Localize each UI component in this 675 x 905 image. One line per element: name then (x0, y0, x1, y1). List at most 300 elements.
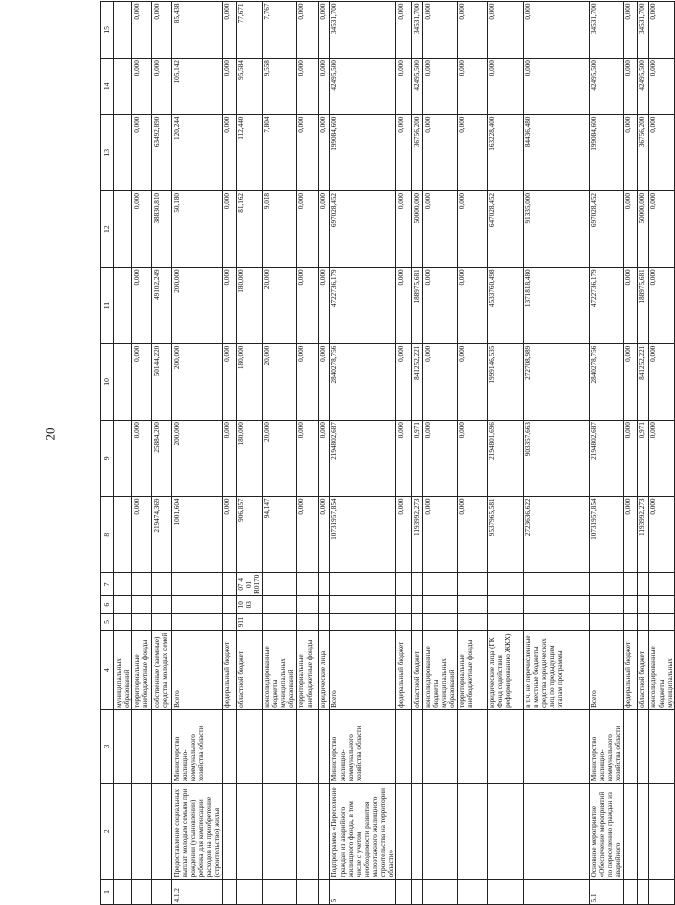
column-header-10: 10 (101, 344, 114, 420)
cell-c3 (132, 710, 152, 783)
cell-c5 (262, 614, 296, 631)
column-header-12: 12 (101, 191, 114, 267)
cell-c2 (648, 783, 674, 879)
page-number: 20 (42, 427, 58, 441)
cell-value: 10731957,854 (329, 496, 396, 572)
cell-c5 (648, 614, 674, 631)
cell-c7 (523, 573, 589, 596)
cell-value: 0,000 (623, 344, 637, 420)
cell-c1 (487, 879, 523, 904)
cell-value: 0,000 (296, 115, 318, 191)
cell-value: 2723636,622 (523, 496, 589, 572)
cell-value: 2194802,687 (329, 420, 396, 496)
cell-value: 199084,600 (589, 115, 623, 191)
cell-value: 200,000 (172, 267, 222, 343)
cell-c4: федеральный бюджет (222, 630, 236, 710)
cell-c6 (152, 596, 172, 614)
cell-value: 0,000 (457, 496, 487, 572)
cell-c7: 07 4 01 R0170 (237, 574, 262, 594)
cell-value: 50000,000 (637, 191, 648, 267)
table-row (152, 2, 172, 905)
cell-value: 0,000 (222, 344, 236, 420)
cell-value: 0,000 (423, 115, 457, 191)
cell-c2 (412, 783, 423, 879)
cell-c5 (412, 614, 423, 631)
cell-c5 (623, 614, 637, 631)
column-header-7: 7 (101, 573, 114, 596)
cell-c6 (262, 596, 296, 614)
cell-value: 0,000 (423, 191, 457, 267)
cell-value: 0,000 (648, 344, 674, 420)
cell-c3: Министерство жилищно-коммунального хозяйства области (329, 710, 396, 783)
cell-c4: областной бюджет (412, 630, 423, 710)
cell-c6 (589, 596, 623, 614)
cell-value: 9,558 (262, 58, 296, 115)
cell-value: 85,438 (172, 2, 222, 59)
table-row (329, 2, 396, 905)
column-header-2: 2 (101, 783, 114, 879)
cell-c3 (152, 710, 172, 783)
cell-value: 200,000 (172, 344, 222, 420)
cell-c7 (172, 573, 222, 596)
cell-c7 (114, 573, 132, 596)
cell-value: 0,000 (396, 115, 412, 191)
cell-value: 84436,480 (523, 115, 589, 191)
cell-value: 0,000 (523, 2, 589, 59)
cell-value: 0,000 (222, 191, 236, 267)
cell-c1 (318, 879, 329, 904)
table-row (396, 2, 412, 905)
column-header-1: 1 (101, 879, 114, 904)
cell-c3 (648, 710, 674, 783)
cell-value: 105,142 (172, 58, 222, 115)
cell-value: 1193992,273 (412, 496, 423, 572)
cell-value: 0,000 (296, 344, 318, 420)
cell-c4: юридические лица (318, 630, 329, 710)
cell-c1 (296, 879, 318, 904)
cell-value: 36756,200 (412, 115, 423, 191)
cell-value: 219474,369 (152, 496, 172, 572)
cell-value: 0,000 (396, 191, 412, 267)
cell-c4: областной бюджет (236, 630, 262, 710)
cell-c3 (637, 710, 648, 783)
cell-value: 188975,681 (637, 267, 648, 343)
table-row (523, 2, 589, 905)
cell-c6 (222, 596, 236, 614)
table-row (172, 2, 222, 905)
cell-value: 0,000 (132, 58, 152, 115)
cell-c7 (457, 573, 487, 596)
cell-c4: федеральный бюджет (623, 630, 637, 710)
cell-c2 (523, 783, 589, 879)
cell-value: 906,857 (236, 496, 262, 572)
cell-value: 38830,810 (152, 191, 172, 267)
cell-value: 42495,500 (589, 58, 623, 115)
cell-value: 0,000 (623, 191, 637, 267)
table-body (114, 2, 675, 905)
budget-table-frame (100, 1, 674, 905)
table-row (412, 2, 423, 905)
cell-c7 (132, 573, 152, 596)
cell-value: 903357,663 (523, 420, 589, 496)
cell-c4: Всего (329, 630, 396, 710)
column-header-9: 9 (101, 420, 114, 496)
cell-value: 4722736,179 (329, 267, 396, 343)
cell-value: 163228,400 (487, 115, 523, 191)
cell-value: 0,000 (132, 267, 152, 343)
cell-c7 (222, 573, 236, 596)
cell-c4: областной бюджет (637, 630, 648, 710)
cell-value: 0,000 (296, 420, 318, 496)
cell-value: 49102,249 (152, 267, 172, 343)
cell-c1 (222, 879, 236, 904)
cell-value: 0,000 (623, 267, 637, 343)
cell-value: 0,000 (396, 496, 412, 572)
cell-value: 841252,221 (637, 344, 648, 420)
table-row (132, 2, 152, 905)
cell-c5 (423, 614, 457, 631)
cell-value: 697028,452 (329, 191, 396, 267)
cell-value: 0,000 (296, 58, 318, 115)
cell-value: 63492,890 (152, 115, 172, 191)
cell-value: 0,000 (457, 344, 487, 420)
cell-value: 4722736,179 (589, 267, 623, 343)
cell-c1 (114, 879, 132, 904)
cell-value: 180,000 (236, 267, 262, 343)
cell-c5 (318, 614, 329, 631)
cell-c2 (623, 783, 637, 879)
cell-value: 0,000 (318, 191, 329, 267)
cell-value: 42495,500 (329, 58, 396, 115)
cell-c1: 5 (329, 879, 396, 904)
cell-c3 (487, 710, 523, 783)
cell-c3 (623, 710, 637, 783)
cell-value: 0,000 (318, 115, 329, 191)
cell-c4: территориальные внебюджетные фонды (457, 630, 487, 710)
cell-value: 0,000 (222, 115, 236, 191)
cell-c3 (423, 710, 457, 783)
cell-value (114, 2, 132, 59)
cell-c3 (236, 710, 262, 783)
cell-value: 0,000 (132, 496, 152, 572)
cell-value: 1001,604 (172, 496, 222, 572)
cell-c3 (396, 710, 412, 783)
cell-c5: 911 (236, 614, 262, 631)
cell-value: 0,000 (623, 58, 637, 115)
cell-value: 0,000 (623, 115, 637, 191)
cell-c6: 10 03 (236, 596, 262, 614)
cell-value: 34531,700 (637, 2, 648, 59)
table-row (648, 2, 674, 905)
column-header-4: 4 (101, 630, 114, 710)
cell-value: 10731957,854 (589, 496, 623, 572)
cell-value: 0,000 (222, 2, 236, 59)
cell-value: 112,440 (236, 115, 262, 191)
cell-value: 1999146,535 (487, 344, 523, 420)
cell-c1: 4.1.2 (172, 879, 222, 904)
cell-c2 (296, 783, 318, 879)
cell-value: 4533760,498 (487, 267, 523, 343)
cell-c7 (396, 573, 412, 596)
column-header-13: 13 (101, 115, 114, 191)
cell-c3: Министерство жилищно-коммунального хозяйства области (172, 710, 222, 783)
cell-value: 25884,200 (152, 420, 172, 496)
cell-value: 0,000 (487, 58, 523, 115)
cell-value: 0,000 (487, 2, 523, 59)
cell-c7 (412, 573, 423, 596)
cell-c3 (114, 710, 132, 783)
cell-value: 180,000 (236, 420, 262, 496)
cell-value: 50000,000 (412, 191, 423, 267)
cell-value: 0,000 (457, 2, 487, 59)
cell-value: 20,000 (262, 267, 296, 343)
cell-c5 (457, 614, 487, 631)
cell-value: 200,000 (172, 420, 222, 496)
cell-value: 2194802,687 (589, 420, 623, 496)
cell-c4: Всего (172, 630, 222, 710)
cell-c1 (236, 879, 262, 904)
table-row (487, 2, 523, 905)
cell-c6 (318, 596, 329, 614)
cell-c5 (296, 614, 318, 631)
cell-value (114, 58, 132, 115)
cell-c3 (222, 710, 236, 783)
table-row (423, 2, 457, 905)
cell-value: 42495,500 (637, 58, 648, 115)
cell-c2 (222, 783, 236, 879)
cell-value: 0,000 (423, 420, 457, 496)
cell-value: 7,804 (262, 115, 296, 191)
cell-c6 (296, 596, 318, 614)
cell-c4: юридические лица (ГК Фонд содействия реформированию ЖКХ) (487, 630, 523, 710)
cell-value: 0,000 (296, 267, 318, 343)
cell-c2 (236, 783, 262, 879)
cell-c6 (457, 596, 487, 614)
cell-value: 0,000 (396, 58, 412, 115)
column-header-5: 5 (101, 614, 114, 631)
column-header-11: 11 (101, 267, 114, 343)
cell-value: 0,000 (296, 191, 318, 267)
table-row (222, 2, 236, 905)
cell-c6 (329, 596, 396, 614)
cell-value (114, 115, 132, 191)
cell-c4: территориальные внебюджетные фонды (296, 630, 318, 710)
cell-value: 50,180 (172, 191, 222, 267)
cell-c2: Основное мероприятие «Обеспечение мероприятий по переселению граждан из аварийного (589, 783, 623, 879)
cell-value: 0,000 (423, 2, 457, 59)
cell-value: 34531,700 (329, 2, 396, 59)
cell-value: 0,000 (648, 420, 674, 496)
table-row (296, 2, 318, 905)
cell-value: 0,000 (423, 267, 457, 343)
cell-c5 (396, 614, 412, 631)
cell-value: 81,162 (236, 191, 262, 267)
cell-value: 199084,600 (329, 115, 396, 191)
cell-c6 (423, 596, 457, 614)
cell-c4: консолидированные бюджеты муниципальных образований (262, 630, 296, 710)
cell-value: 0,000 (222, 58, 236, 115)
cell-value: 34531,700 (589, 2, 623, 59)
cell-value: 77,671 (236, 2, 262, 59)
cell-c3 (318, 710, 329, 783)
cell-c1 (152, 879, 172, 904)
cell-c5 (114, 614, 132, 631)
cell-c5 (152, 614, 172, 631)
cell-c3: Министерство жилищно-коммунального хозяйства области (589, 710, 623, 783)
cell-value: 0,000 (318, 58, 329, 115)
cell-c2 (637, 783, 648, 879)
cell-c7 (637, 573, 648, 596)
cell-c5 (329, 614, 396, 631)
cell-value: 180,000 (236, 344, 262, 420)
cell-value: 0,000 (648, 267, 674, 343)
cell-value: 0,000 (132, 344, 152, 420)
cell-c4: Всего (589, 630, 623, 710)
cell-value: 50144,220 (152, 344, 172, 420)
cell-c6 (637, 596, 648, 614)
cell-value (114, 191, 132, 267)
cell-c1 (637, 879, 648, 904)
cell-c1 (412, 879, 423, 904)
cell-c2 (132, 783, 152, 879)
cell-c6 (523, 596, 589, 614)
cell-c7 (589, 573, 623, 596)
cell-c4: в т.ч. не перечисленные в местные бюджеты средства юридических лиц по предыдущим этапам программы (523, 630, 589, 710)
cell-value: 0,000 (152, 2, 172, 59)
cell-c6 (623, 596, 637, 614)
cell-value: 95,584 (236, 58, 262, 115)
cell-value: 91335,000 (523, 191, 589, 267)
cell-c7 (262, 573, 296, 596)
cell-value: 0,000 (457, 420, 487, 496)
cell-c2 (396, 783, 412, 879)
cell-c7 (318, 573, 329, 596)
cell-value: 0,000 (623, 496, 637, 572)
cell-value: 0,000 (523, 58, 589, 115)
cell-c7 (152, 573, 172, 596)
cell-value: 7,767 (262, 2, 296, 59)
cell-c1 (132, 879, 152, 904)
cell-c3 (523, 710, 589, 783)
cell-c3 (262, 710, 296, 783)
table-row (623, 2, 637, 905)
cell-c5 (487, 614, 523, 631)
cell-value: 647028,452 (487, 191, 523, 267)
cell-value: 9537965,581 (487, 496, 523, 572)
cell-c3 (412, 710, 423, 783)
column-header-15: 15 (101, 2, 114, 59)
cell-value: 0,000 (396, 344, 412, 420)
cell-value: 0,000 (457, 267, 487, 343)
cell-c1 (457, 879, 487, 904)
cell-value: 2840278,756 (329, 344, 396, 420)
header-row (101, 2, 114, 905)
cell-value (114, 420, 132, 496)
cell-value: 20,000 (262, 420, 296, 496)
cell-value: 0,000 (318, 344, 329, 420)
cell-c7 (487, 573, 523, 596)
cell-value: 0,000 (132, 115, 152, 191)
cell-c2 (152, 783, 172, 879)
cell-c4: собственные (заемные) средства молодых семей (152, 630, 172, 710)
cell-c5 (172, 614, 222, 631)
cell-c2 (318, 783, 329, 879)
cell-c1 (396, 879, 412, 904)
cell-value: 0,000 (423, 58, 457, 115)
cell-value: 0,000 (296, 496, 318, 572)
table-row (262, 2, 296, 905)
cell-c3 (296, 710, 318, 783)
column-header-14: 14 (101, 58, 114, 115)
cell-value: 188975,681 (412, 267, 423, 343)
table-row (589, 2, 623, 905)
cell-value: 0,000 (648, 115, 674, 191)
cell-value (114, 496, 132, 572)
cell-c6 (172, 596, 222, 614)
cell-value: 42495,500 (412, 58, 423, 115)
cell-value: 0,000 (423, 344, 457, 420)
cell-value: 0,000 (396, 2, 412, 59)
cell-c1: 5.1 (589, 879, 623, 904)
cell-value: 0,000 (222, 496, 236, 572)
cell-c4: территориальные внебюджетные фонды (132, 630, 152, 710)
cell-value: 0,000 (152, 58, 172, 115)
cell-value: 0,000 (132, 420, 152, 496)
cell-value: 272708,989 (523, 344, 589, 420)
cell-c4: муниципальных образований (114, 630, 132, 710)
cell-value: 0,971 (637, 420, 648, 496)
cell-c5 (132, 614, 152, 631)
table-row (637, 2, 648, 905)
cell-value: 20,000 (262, 344, 296, 420)
cell-c2 (114, 783, 132, 879)
cell-c1 (623, 879, 637, 904)
cell-c5 (222, 614, 236, 631)
cell-c7 (329, 573, 396, 596)
cell-c5 (589, 614, 623, 631)
cell-c7 (423, 573, 457, 596)
cell-value: 0,000 (132, 191, 152, 267)
cell-c1 (423, 879, 457, 904)
cell-value: 0,000 (423, 496, 457, 572)
cell-value: 0,000 (457, 58, 487, 115)
cell-value: 0,000 (318, 2, 329, 59)
cell-value: 1193992,273 (637, 496, 648, 572)
cell-value: 0,000 (648, 2, 674, 59)
table-row (457, 2, 487, 905)
budget-table (100, 1, 675, 905)
cell-c5 (637, 614, 648, 631)
cell-c2 (457, 783, 487, 879)
table-row (114, 2, 132, 905)
column-header-3: 3 (101, 710, 114, 783)
cell-c4: федеральный бюджет (396, 630, 412, 710)
cell-value: 36756,200 (637, 115, 648, 191)
cell-value: 0,000 (396, 420, 412, 496)
cell-value: 0,000 (396, 267, 412, 343)
cell-value: 0,000 (318, 496, 329, 572)
table-row (318, 2, 329, 905)
cell-c2: Предоставление социальных выплат молодым семьям при рождении (усыновлении) ребенка для компенсации расходов на приобретение (строительство) жилья (172, 783, 222, 879)
cell-c6 (412, 596, 423, 614)
cell-value: 0,971 (412, 420, 423, 496)
cell-value: 120,244 (172, 115, 222, 191)
cell-c6 (648, 596, 674, 614)
cell-value: 697028,452 (589, 191, 623, 267)
cell-value: 0,000 (222, 267, 236, 343)
table-row (236, 2, 262, 905)
cell-c2 (262, 783, 296, 879)
